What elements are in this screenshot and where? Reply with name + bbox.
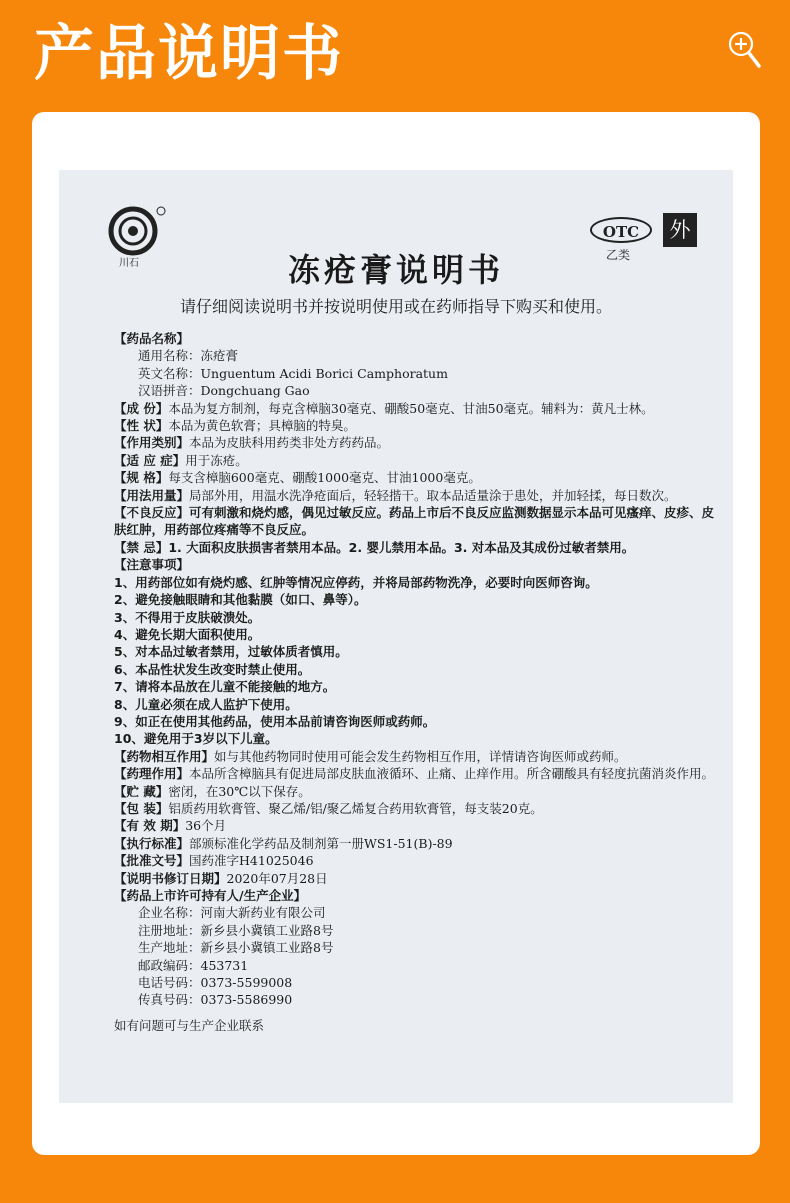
indication-text: 用于冻疮。 (185, 452, 248, 468)
pharmacology-label: 【药理作用】 (114, 766, 190, 782)
specification-text: 每支含樟脑600毫克、硼酸1000毫克、甘油1000毫克。 (168, 470, 481, 486)
external-use-badge: 外 (663, 213, 697, 247)
approval-label: 【批准文号】 (114, 853, 190, 869)
appearance-label: 【性 状】 (114, 418, 169, 434)
english-name: 英文名称：Unguentum Acidi Borici Camphoratum (138, 365, 448, 381)
pharmacology-text: 本品所含樟脑具有促进局部皮肤血液循环、止痛、止痒作用。所含硼酸具有轻度抗菌消炎作用。 (189, 766, 715, 782)
section-contraindications (114, 539, 719, 556)
interactions-text: 如与其他药物同时使用可能会发生药物相互作用，详情请咨询医师或药师。 (214, 748, 627, 764)
section-storage (114, 783, 719, 800)
holder-line: 注册地址：新乡县小冀镇工业路8号 (138, 922, 334, 938)
leaflet-scan (59, 170, 733, 1103)
ingredients-label: 【成 份】 (114, 400, 169, 416)
contraindications-text: 1. 大面积皮肤损害者禁用本品。2. 婴儿禁用本品。3. 对本品及其成份过敏者禁用。 (168, 539, 635, 555)
section-interactions (114, 748, 719, 765)
precaution-item: 8、儿童必须在成人监护下使用。 (114, 696, 298, 712)
revision-text: 2020年07月28日 (226, 870, 328, 886)
section-validity (114, 817, 719, 834)
precaution-item: 2、避免接触眼睛和其他黏膜（如口、鼻等）。 (114, 592, 367, 608)
precaution-item: 10、避免用于3岁以下儿童。 (114, 731, 278, 747)
adverse-text: 可有刺激和烧灼感，偶见过敏反应。药品上市后不良反应监测数据显示本品可见瘙痒、皮疹、皮肤红肿，用药部位疼痛等不良反应。 (114, 505, 715, 538)
precaution-item: 1、用药部位如有烧灼感、红肿等情况应停药，并将局部药物洗净，必要时向医师咨询。 (114, 574, 598, 590)
interactions-label: 【药物相互作用】 (114, 748, 215, 764)
otc-class-label: 乙类 (606, 248, 631, 262)
section-usage (114, 487, 719, 504)
pinyin-name: 汉语拼音：Dongchuang Gao (138, 383, 310, 399)
holder-line: 生产地址：新乡县小冀镇工业路8号 (138, 940, 334, 956)
validity-text: 36个月 (185, 818, 227, 834)
zoom-in-icon[interactable] (726, 28, 764, 74)
section-appearance (114, 417, 719, 434)
section-approval (114, 852, 719, 869)
storage-label: 【贮 藏】 (114, 783, 169, 799)
otc-badge: OTC (590, 217, 652, 243)
validity-label: 【有 效 期】 (114, 818, 186, 834)
section-category (114, 434, 719, 451)
section-pharmacology (114, 765, 719, 782)
revision-label: 【说明书修订日期】 (114, 870, 227, 886)
category-label: 【作用类别】 (114, 435, 190, 451)
contraindications-label: 【禁 忌】 (114, 539, 169, 555)
leaflet-body (114, 330, 719, 1034)
section-package (114, 800, 719, 817)
holder-line: 企业名称：河南大新药业有限公司 (138, 905, 326, 921)
usage-label: 【用法用量】 (114, 487, 190, 503)
holder-line: 传真号码：0373-5586990 (138, 992, 293, 1008)
generic-name: 通用名称：冻疮膏 (138, 348, 239, 364)
section-precautions-header: 【注意事项】 (114, 557, 190, 573)
section-adverse (114, 504, 719, 539)
appearance-text: 本品为黄色软膏；具樟脑的特臭。 (168, 418, 356, 434)
precaution-item: 5、对本品过敏者禁用，过敏体质者慎用。 (114, 644, 348, 660)
section-name-header: 【药品名称】 (114, 331, 190, 346)
leaflet-subtitle: 请仔细阅读说明书并按说明使用或在药师指导下购买和使用。 (179, 297, 612, 316)
storage-text: 密闭，在30℃以下保存。 (168, 783, 311, 799)
section-ingredients (114, 400, 719, 417)
precaution-item: 4、避免长期大面积使用。 (114, 626, 261, 642)
standard-text: 部颁标准化学药品及制剂第一册WS1-51(B)-89 (189, 835, 453, 851)
ingredients-text: 本品为复方制剂，每克含樟脑30毫克、硼酸50毫克、甘油50毫克。辅料为：黄凡士林。 (168, 400, 654, 416)
category-text: 本品为皮肤科用药类非处方药药品。 (189, 435, 390, 451)
indication-label: 【适 应 症】 (114, 452, 186, 468)
package-text: 铝质药用软膏管、聚乙烯/铝/聚乙烯复合药用软膏管，每支装20克。 (168, 800, 543, 816)
usage-text: 局部外用，用温水洗净疮面后，轻轻揩干。取本品适量涂于患处，并加轻揉，每日数次。 (189, 487, 677, 503)
approval-text: 国药准字H41025046 (189, 853, 314, 869)
standard-label: 【执行标准】 (114, 835, 190, 851)
section-revision (114, 870, 719, 887)
package-label: 【包 装】 (114, 800, 169, 816)
section-holder-header: 【药品上市许可持有人/生产企业】 (114, 888, 307, 903)
holder-line: 电话号码：0373-5599008 (138, 975, 293, 991)
precaution-item: 3、不得用于皮肤破溃处。 (114, 609, 261, 625)
holder-line: 邮政编码：453731 (138, 957, 249, 973)
adverse-label: 【不良反应】 (114, 505, 190, 521)
section-indication (114, 452, 719, 469)
leaflet-title: 冻疮膏说明书 (287, 251, 504, 289)
contact-note: 如有问题可与生产企业联系 (114, 1017, 265, 1033)
precaution-item: 6、本品性状发生改变时禁止使用。 (114, 661, 311, 677)
section-specification (114, 469, 719, 486)
brand-logo-text: 川石 (119, 258, 139, 269)
precaution-item: 7、请将本品放在儿童不能接触的地方。 (114, 679, 336, 695)
banner-title: 产品说明书 (34, 19, 344, 89)
precaution-item: 9、如正在使用其他药品，使用本品前请咨询医师或药师。 (114, 713, 436, 729)
specification-label: 【规 格】 (114, 470, 169, 486)
section-standard (114, 835, 719, 852)
